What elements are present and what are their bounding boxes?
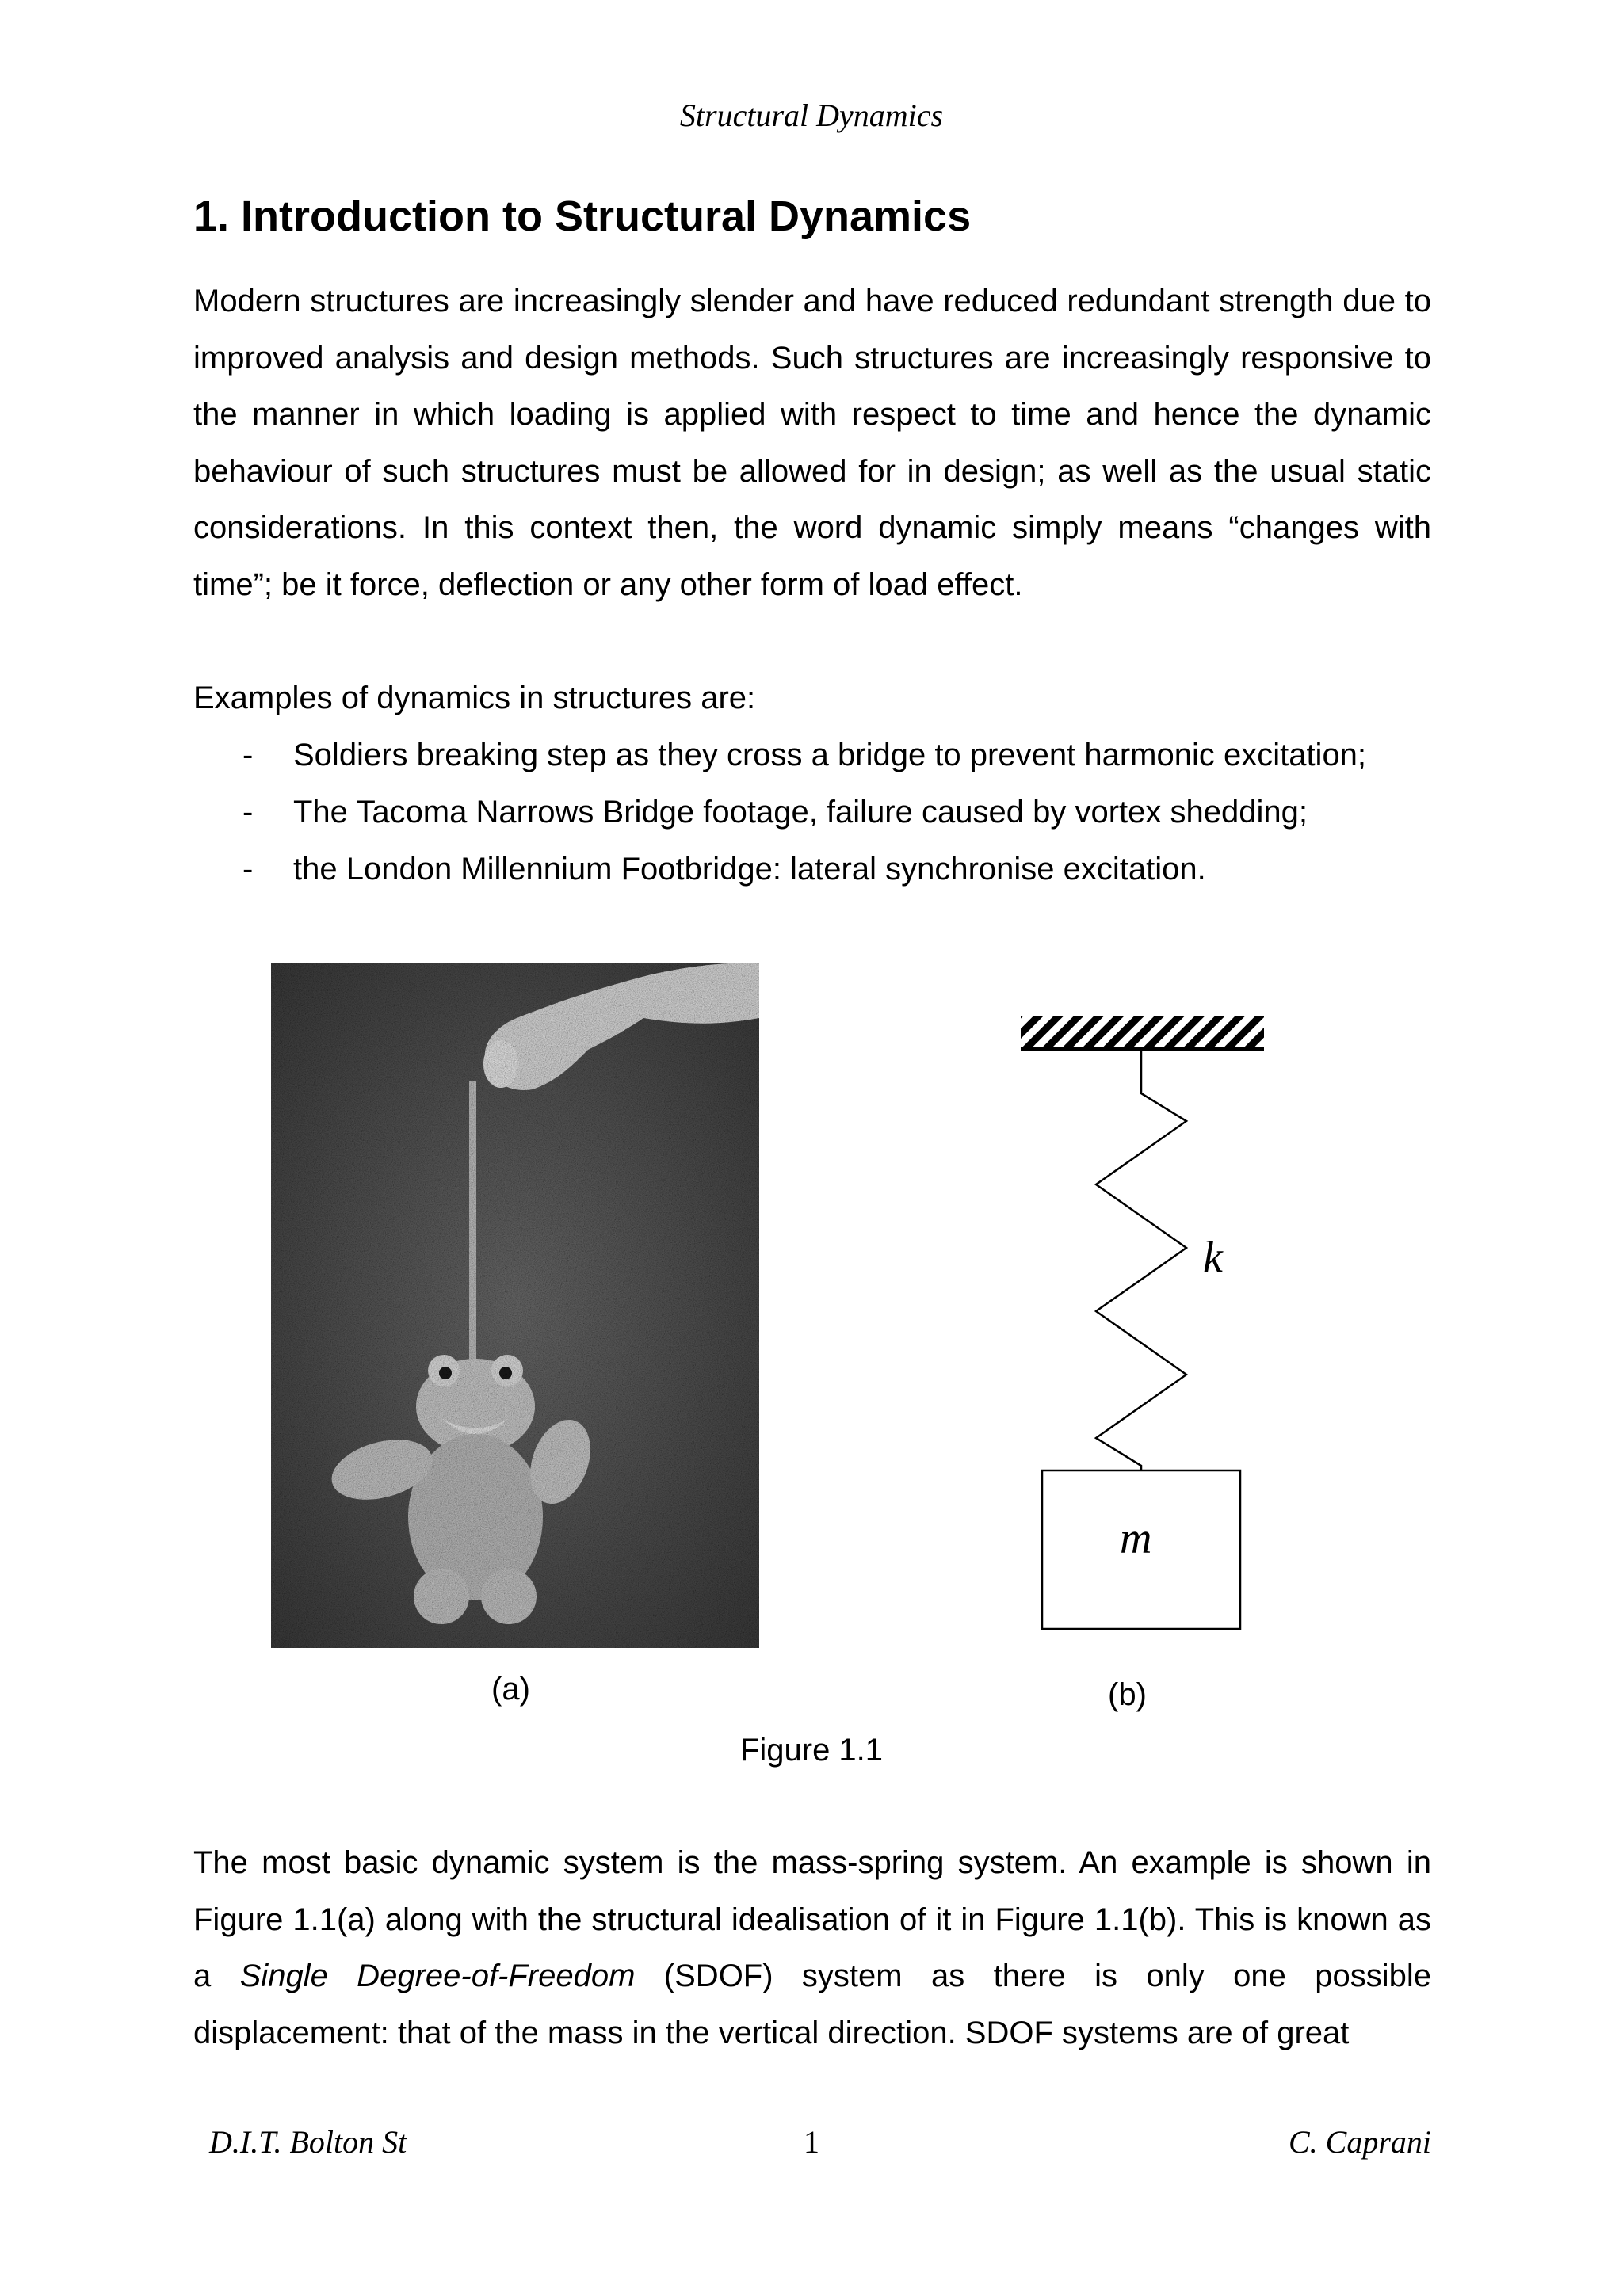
examples-intro: Examples of dynamics in structures are: bbox=[193, 681, 756, 715]
list-item-text: Soldiers breaking step as they cross a bridge to prevent harmonic excitation; bbox=[293, 738, 1367, 772]
bullet-dash: - bbox=[242, 738, 254, 772]
mass-spring-diagram bbox=[991, 998, 1308, 1648]
list-item-text: the London Millennium Footbridge: lateral synchronise excitation. bbox=[293, 852, 1206, 887]
sdof-text-part1: The most basic dynamic system is the mass-spring system. An example is shown in Figure 1.1(a) along with the structural idealisation of it in Figure 1.1(b). This is known as a bbox=[193, 1845, 1431, 1993]
subfigure-b-caption: (b) bbox=[1108, 1677, 1147, 1712]
list-item-text: The Tacoma Narrows Bridge footage, failure caused by vortex shedding; bbox=[293, 795, 1308, 830]
figure-caption: Figure 1.1 bbox=[739, 1733, 884, 1768]
sdof-text-part2: (SDOF) system as there is only one possible displacement: that of the mass in the vertical direction. SDOF systems are of great bbox=[193, 1958, 1431, 2050]
footer-author: C. Caprani bbox=[1288, 2124, 1431, 2160]
subfigure-a-caption: (a) bbox=[491, 1672, 530, 1707]
toy-on-spring-photo bbox=[271, 963, 759, 1648]
list-item bbox=[193, 727, 1366, 784]
bullet-dash: - bbox=[242, 795, 254, 830]
intro-paragraph: Modern structures are increasingly slender and have reduced redundant strength due to improved analysis and design methods. Such structures are increasingly responsive to the manner in which loading is applied with respect to time and hence the dynamic behaviour of such structures must be allowed for in design; as well as the usual static considerations. In this context then, the word dynamic simply means “changes with time”; be it force, deflection or any other form of load effect. bbox=[193, 284, 1431, 602]
section-title: 1. Introduction to Structural Dynamics bbox=[193, 193, 972, 240]
spring bbox=[1096, 1049, 1186, 1470]
bullet-dash: - bbox=[242, 852, 254, 887]
list-item bbox=[193, 841, 1366, 898]
spring-constant-label: k bbox=[1203, 1233, 1223, 1282]
running-header: Structural Dynamics bbox=[679, 97, 944, 133]
list-item bbox=[193, 784, 1366, 841]
examples-list bbox=[193, 727, 1366, 898]
sdof-paragraph bbox=[193, 1835, 1431, 2061]
mass-label: m bbox=[1120, 1514, 1152, 1563]
fixed-support-hatch bbox=[1021, 1016, 1264, 1049]
sdof-emphasis: Single Degree-of-Freedom bbox=[239, 1958, 636, 1993]
footer-institution: D.I.T. Bolton St bbox=[209, 2124, 407, 2160]
page-number: 1 bbox=[804, 2124, 819, 2160]
